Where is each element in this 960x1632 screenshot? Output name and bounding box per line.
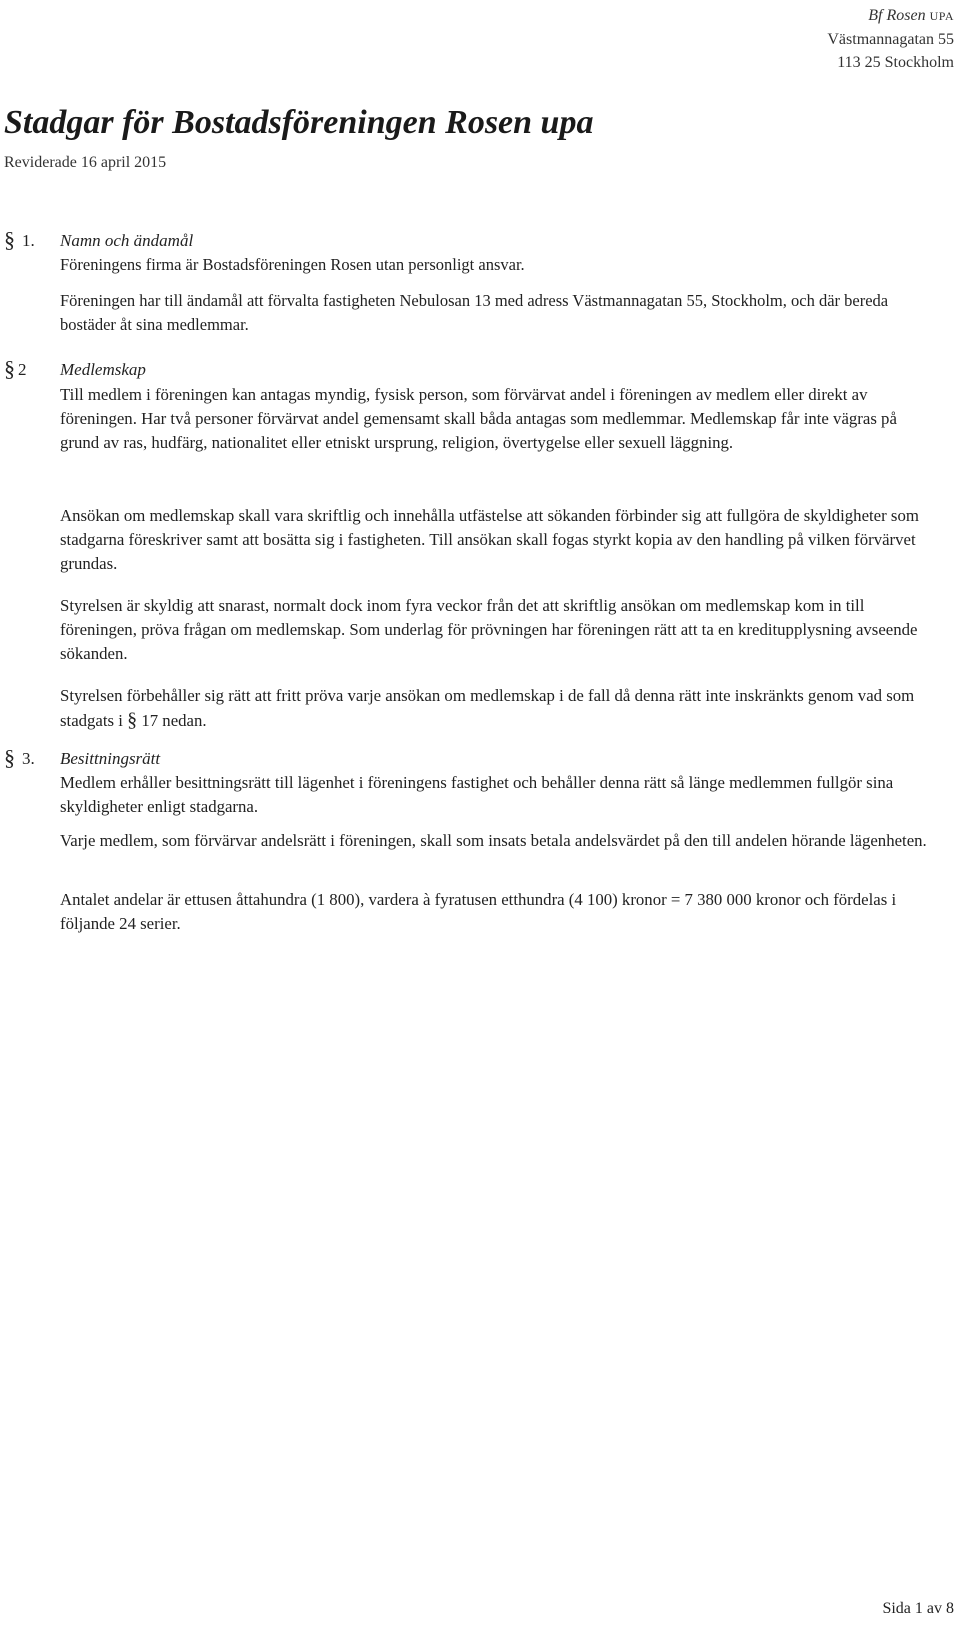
paragraph: Föreningens firma är Bostadsföreningen Rosen utan personligt ansvar. (60, 255, 525, 274)
paragraph: Varje medlem, som förvärvar andelsrätt i föreningen, skall som insats betala andelsvärdet på den till andelen hörande lägenheten. (60, 831, 927, 850)
paragraph: Föreningen har till ändamål att förvalta fastigheten Nebulosan 13 med adress Västmannagatan 55, Stockholm, och där bereda bostäder åt sina medlemmar. (60, 291, 889, 334)
section-number: 3. (22, 749, 35, 768)
paragraph-text: 17 nedan. (141, 711, 207, 730)
section-sign-icon: § (4, 227, 15, 252)
org-suffix: UPA (929, 9, 954, 23)
paragraph (60, 684, 935, 733)
address-line-2: 113 25 Stockholm (837, 54, 954, 71)
address-line-1: Västmannagatan 55 (827, 31, 954, 48)
section-number: 2 (18, 360, 27, 379)
paragraph: Till medlem i föreningen kan antagas myndig, fysisk person, som förvärvat andel i föreningen av medlem eller direkt av föreningen. Har två personer förvärvat andel gemensamt skall båda antagas som medlemmar. Medlemskap får inte vägras på grund av ras, hudfärg, nationalitet eller etniskt ursprung, religion, övertygelse eller sexuell läggning. (60, 385, 897, 452)
paragraph: Antalet andelar är ettusen åttahundra (1 800), vardera à fyratusen etthundra (4 100) kronor = 7 380 000 kronor och fördelas i följande 24 serier. (60, 890, 897, 933)
section-heading: Namn och ändamål (60, 231, 194, 250)
paragraph: Medlem erhåller besittningsrätt till lägenhet i föreningens fastighet och behåller denna rätt så länge medlemmen fullgör sina skyldigheter enligt stadgarna. (60, 773, 894, 816)
letterhead (827, 4, 954, 74)
section-sign-icon: § (4, 356, 15, 381)
section-sign-icon: § (4, 745, 15, 770)
paragraph: Ansökan om medlemskap skall vara skriftlig och innehålla utfästelse att sökanden förbinder sig att fullgöra de skyldigheter som stadgarna föreskriver samt att bosätta sig i fastigheten. Till ansökan skall fogas styrkt kopia av den handling på vilken förvärvet grundas. (60, 506, 919, 573)
document-subtitle: Reviderade 16 april 2015 (4, 154, 167, 171)
org-name: Bf Rosen (868, 7, 926, 24)
page-number: Sida 1 av 8 (882, 1600, 954, 1617)
paragraph: Styrelsen är skyldig att snarast, normalt dock inom fyra veckor från det att skriftlig ansökan om medlemskap kom in till föreningen, pröva frågan om medlemskap. Som underlag för prövningen har föreningen rätt att ta en kreditupplysning avseende sökanden. (60, 596, 918, 663)
section-sign-icon: § (127, 709, 138, 731)
letterhead-org (827, 4, 954, 28)
document-title: Stadgar för Bostadsföreningen Rosen upa (4, 104, 594, 141)
section-heading: Besittningsrätt (60, 749, 161, 768)
section-number: 1. (22, 231, 35, 250)
paragraph-text: Styrelsen förbehåller sig rätt att fritt pröva varje ansökan om medlemskap i de fall då denna rätt inte inskränkts genom vad som stadgats i (60, 686, 915, 730)
section-heading: Medlemskap (60, 360, 146, 379)
